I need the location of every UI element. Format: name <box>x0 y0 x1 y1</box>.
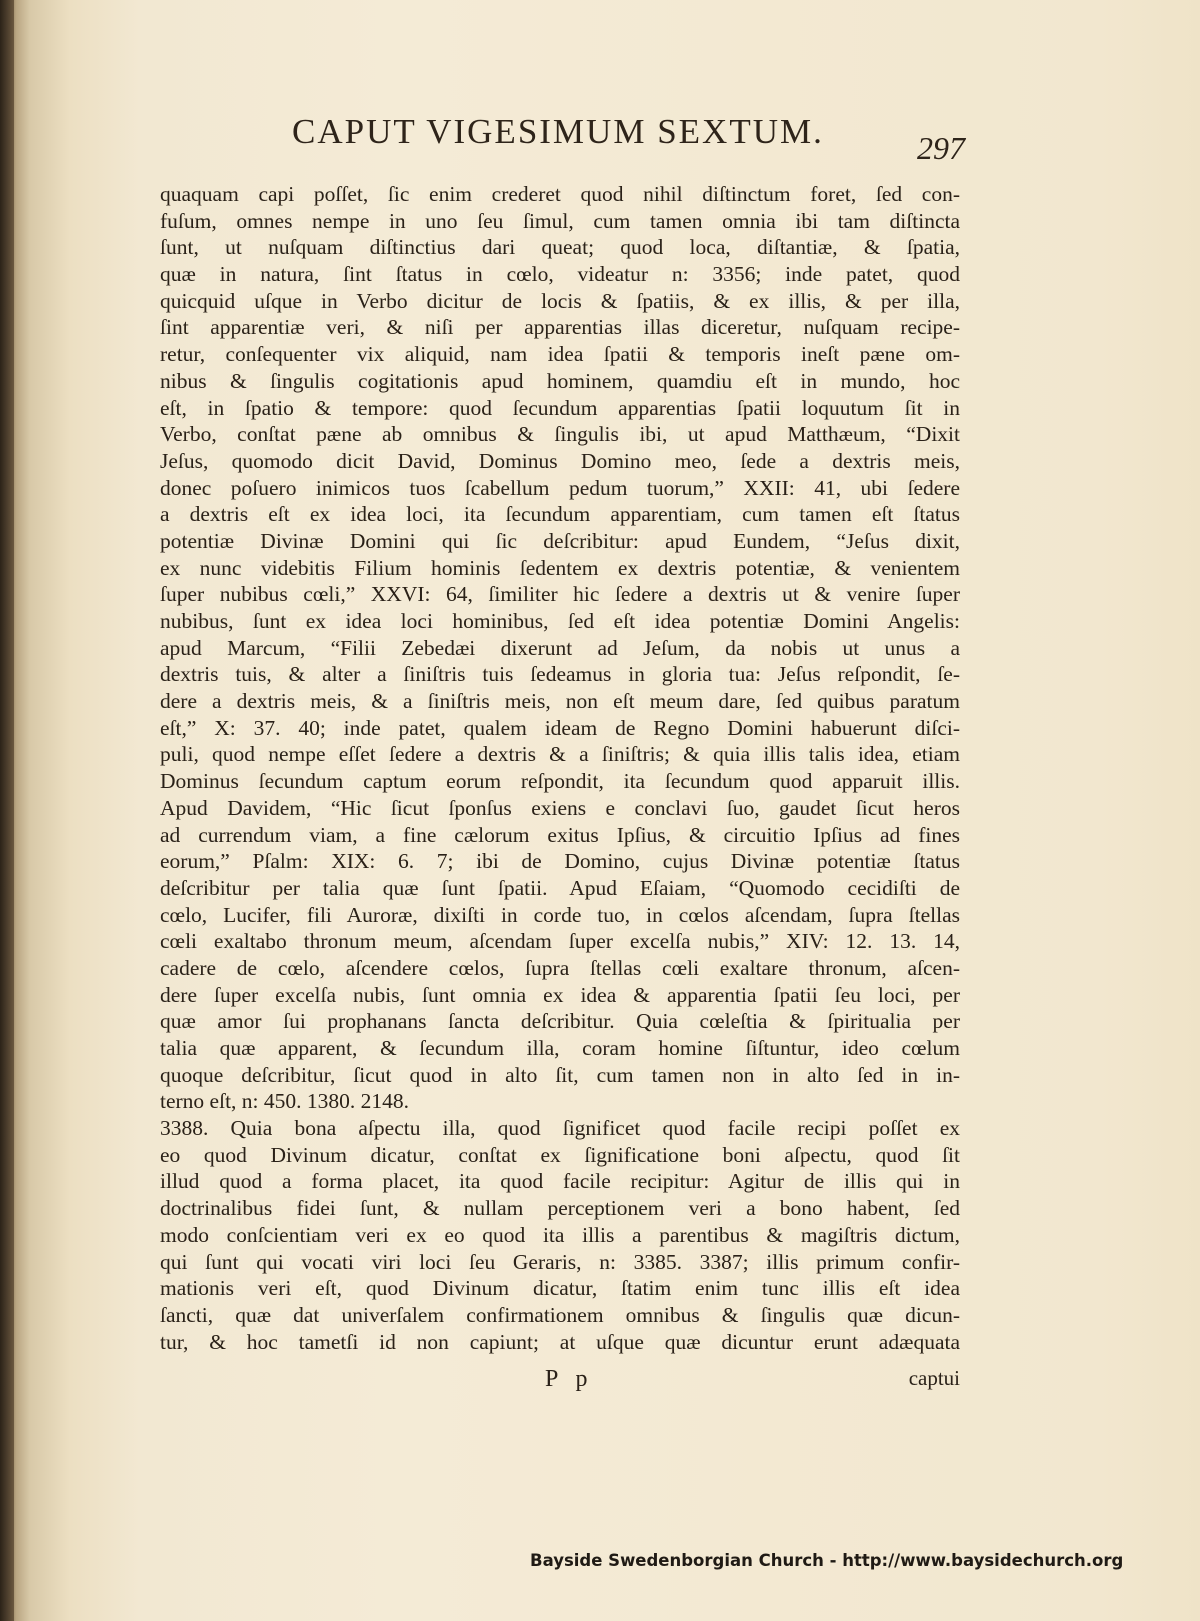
text-line: Dominus ſecundum captum eorum reſpondit, ita ſecundum quod apparuit illis. <box>160 769 960 794</box>
text-line: Apud Davidem, “Hic ſicut ſponſus exiens e conclavi ſuo, gaudet ſicut heros <box>160 795 960 820</box>
text-line: apud Marcum, “Filii Zebedæi dixerunt ad Jeſum, da nobis ut unus a <box>160 635 960 660</box>
text-line: Jeſus, quomodo dicit David, Dominus Domino meo, ſede a dextris meis, <box>160 448 960 473</box>
text-line: nibus & ſingulis cogitationis apud hominem, quamdiu eſt in mundo, hoc <box>160 368 960 393</box>
text-line: ad currendum viam, a fine cælorum exitus Ipſius, & circuitio Ipſius ad fines <box>160 822 960 847</box>
page-number: 297 <box>917 130 965 166</box>
text-line: tur, & hoc tametſi id non capiunt; at uſque quæ dicuntur erunt adæquata <box>160 1329 960 1354</box>
text-line: nubibus, ſunt ex idea loci hominibus, ſed eſt idea potentiæ Domini Angelis: <box>160 609 960 633</box>
text-line: terno eſt, n: 450. 1380. 2148. <box>160 1089 410 1114</box>
text-line: retur, conſequenter vix aliquid, nam idea ſpatii & temporis ineſt pæne om- <box>160 342 960 367</box>
text-line: ſancti, quæ dat univerſalem confirmationem omnibus & ſingulis quæ dicun- <box>160 1302 960 1327</box>
text-line: deſcribitur per talia quæ ſunt ſpatii. Apud Eſaiam, “Quomodo cecidiſti de <box>160 875 960 900</box>
text-line: dextris tuis, & alter a ſiniſtris tuis ſedeamus in gloria tua: Jeſus reſpondit, ſe- <box>160 662 960 687</box>
text-line: quoque deſcribitur, ſicut quod in alto ſit, cum tamen non in alto ſed in in- <box>160 1062 960 1087</box>
text-line: eſt, in ſpatio & tempore: quod ſecundum apparentias ſpatii loquutum ſit in <box>160 395 960 420</box>
text-line: mationis veri eſt, quod Divinum dicatur, ſtatim enim tunc illis eſt idea <box>160 1276 960 1301</box>
text-line: dere a dextris meis, & a ſiniſtris meis, non eſt meum dare, ſed quibus paratum <box>160 689 960 714</box>
text-line: eo quod Divinum dicatur, conſtat ex ſignificatione boni aſpectu, quod ſit <box>160 1142 960 1167</box>
text-line: potentiæ Divinæ Domini qui ſic deſcribitur: apud Eundem, “Jeſus dixit, <box>160 528 960 553</box>
text-line: ſunt, ut nuſquam diſtinctius dari queat; quod loca, diſtantiæ, & ſpatia, <box>160 235 960 260</box>
text-line: Verbo, conſtat pæne ab omnibus & ſingulis ibi, ut apud Matthæum, “Dixit <box>160 422 960 447</box>
text-line: talia quæ apparent, & ſecundum illa, coram homine ſiſtuntur, ideo cœlum <box>160 1036 960 1060</box>
text-line: puli, quod nempe eſſet ſedere a dextris & a ſiniſtris; & quia illis talis idea, etiam <box>160 742 960 767</box>
running-head: CAPUT VIGESIMUM SEXTUM. <box>292 112 824 151</box>
text-line: cœlo, Lucifer, fili Auroræ, dixiſti in corde tuo, in cœlos aſcendam, ſupra ſtellas <box>160 902 960 927</box>
text-line: cadere de cœlo, aſcendere cœlos, ſupra ſtellas cœli exaltare thronum, aſcen- <box>160 955 960 980</box>
signature-mark: P p <box>545 1366 594 1392</box>
text-line: doctrinalibus fidei ſunt, & nullam perceptionem veri a bono habent, ſed <box>160 1196 960 1221</box>
text-line: fuſum, omnes nempe in uno ſeu ſimul, cum tamen omnia ibi tam diſtincta <box>160 208 960 233</box>
text-line: qui ſunt qui vocati viri loci ſeu Geraris, n: 3385. 3387; illis primum confir- <box>160 1249 960 1274</box>
text-line: ex nunc videbitis Filium hominis ſedentem ex dextris potentiæ, & venientem <box>160 555 960 580</box>
text-line: eſt,” X: 37. 40; inde patet, qualem ideam de Regno Domini habuerunt diſci- <box>160 715 960 740</box>
text-line: ſint apparentiæ veri, & niſi per apparentias illas diceretur, nuſquam recipe- <box>160 315 960 340</box>
catchword: captui <box>908 1366 960 1390</box>
watermark-text: Bayside Swedenborgian Church - http://www.baysidechurch.org <box>530 1551 1124 1570</box>
text-line: quæ amor ſui prophanans ſancta deſcribitur. Quia cœleſtia & ſpiritualia per <box>160 1009 960 1034</box>
text-line: quaquam capi poſſet, ſic enim crederet quod nihil diſtinctum foret, ſed con- <box>160 182 960 206</box>
text-line: ſuper nubibus cœli,” XXVI: 64, ſimiliter hic ſedere a dextris ut & venire ſuper <box>160 582 960 607</box>
text-line: quæ in natura, ſint ſtatus in cœlo, videatur n: 3356; inde patet, quod <box>160 262 960 287</box>
text-line: illud quod a forma placet, ita quod facile recipitur: Agitur de illis qui in <box>160 1169 960 1194</box>
text-line: dere ſuper excelſa nubis, ſunt omnia ex idea & apparentia ſpatii ſeu loci, per <box>160 982 960 1007</box>
text-line: cœli exaltabo thronum meum, aſcendam ſuper excelſa nubis,” XIV: 12. 13. 14, <box>160 929 960 954</box>
text-line: quicquid uſque in Verbo dicitur de locis & ſpatiis, & ex illis, & per illa, <box>160 288 960 313</box>
body-text <box>160 181 960 1355</box>
binding-edge <box>0 0 14 1621</box>
text-line: 3388. Quia bona aſpectu illa, quod ſignificet quod facile recipi poſſet ex <box>160 1116 960 1141</box>
text-line: modo conſcientiam veri ex eo quod ita illis a parentibus & magiſtris dictum, <box>160 1222 960 1247</box>
text-line: a dextris eſt ex idea loci, ita ſecundum apparentiam, cum tamen eſt ſtatus <box>160 502 960 527</box>
text-line: eorum,” Pſalm: XIX: 6. 7; ibi de Domino, cujus Divinæ potentiæ ſtatus <box>160 849 960 874</box>
text-line: donec poſuero inimicos tuos ſcabellum pedum tuorum,” XXII: 41, ubi ſedere <box>160 475 960 500</box>
